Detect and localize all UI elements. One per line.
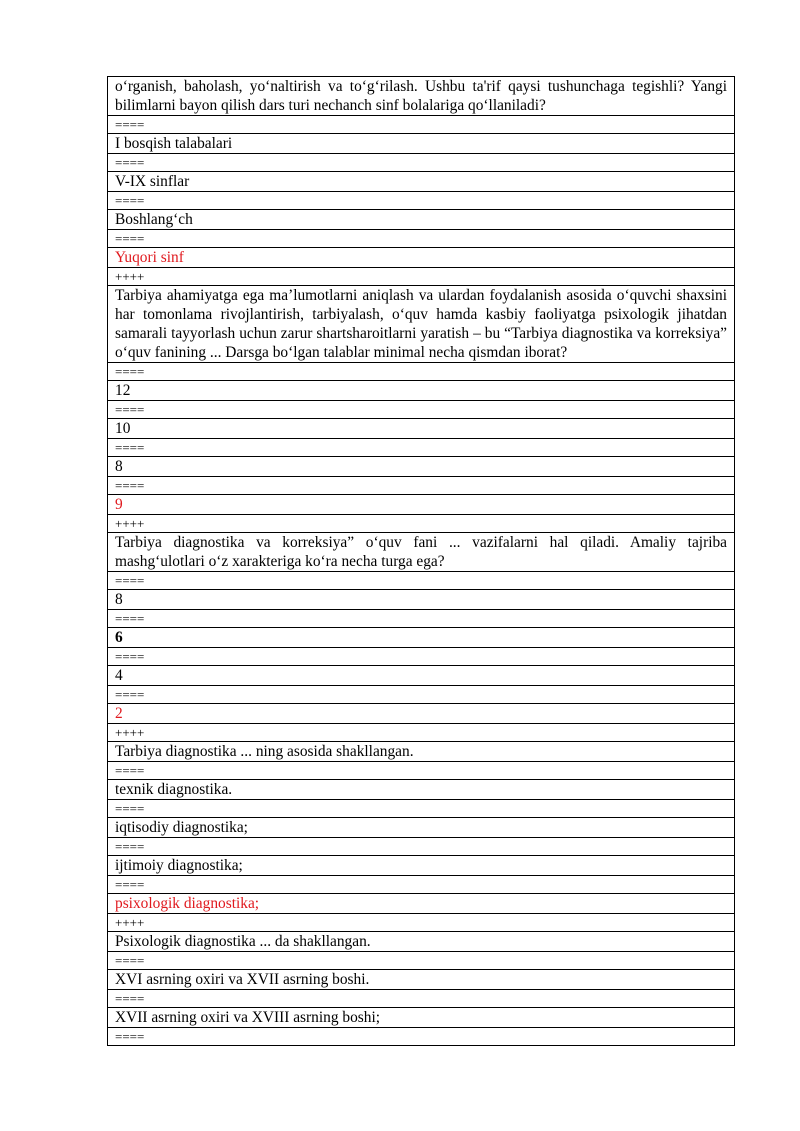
separator-text: ====	[108, 876, 735, 894]
separator-row	[108, 838, 735, 856]
question-text: Tarbiya diagnostika ... ning asosida shakllangan.	[108, 742, 735, 762]
separator-row	[108, 1028, 735, 1046]
answer-text: 8	[108, 457, 735, 477]
separator-row	[108, 515, 735, 533]
separator-row	[108, 401, 735, 419]
separator-text: ====	[108, 1028, 735, 1046]
answer-row	[108, 894, 735, 914]
answer-text: XVI asrning oxiri va XVII asrning boshi.	[108, 970, 735, 990]
question-row	[108, 533, 735, 572]
separator-row	[108, 990, 735, 1008]
separator-text: ++++	[108, 268, 735, 286]
separator-text: ====	[108, 648, 735, 666]
answer-row	[108, 818, 735, 838]
answer-row	[108, 666, 735, 686]
separator-text: ++++	[108, 914, 735, 932]
separator-text: ====	[108, 686, 735, 704]
separator-row	[108, 800, 735, 818]
separator-row	[108, 648, 735, 666]
separator-text: ====	[108, 192, 735, 210]
separator-text: ====	[108, 762, 735, 780]
answer-row	[108, 495, 735, 515]
quiz-table	[107, 76, 735, 1046]
answer-text: iqtisodiy diagnostika;	[108, 818, 735, 838]
separator-text: ====	[108, 439, 735, 457]
answer-text: Boshlang‘ch	[108, 210, 735, 230]
answer-row	[108, 970, 735, 990]
answer-text: texnik diagnostika.	[108, 780, 735, 800]
separator-text: ====	[108, 610, 735, 628]
separator-text: ====	[108, 572, 735, 590]
answer-text: 6	[108, 628, 735, 648]
question-row	[108, 77, 735, 116]
answer-text: 10	[108, 419, 735, 439]
separator-row	[108, 439, 735, 457]
answer-text: 4	[108, 666, 735, 686]
separator-text: ====	[108, 477, 735, 495]
question-row	[108, 742, 735, 762]
answer-row	[108, 419, 735, 439]
question-text: o‘rganish, baholash, yo‘naltirish va to‘g‘rilash. Ushbu ta'rif qaysi tushunchaga tegishli? Yangi bilimlarni bayon qilish dars turi nechanch sinf bolalariga qo‘llaniladi?	[108, 77, 735, 116]
answer-row	[108, 457, 735, 477]
separator-text: ====	[108, 800, 735, 818]
answer-row	[108, 590, 735, 610]
answer-text: XVII asrning oxiri va XVIII asrning boshi;	[108, 1008, 735, 1028]
answer-text: 12	[108, 381, 735, 401]
answer-row	[108, 1008, 735, 1028]
separator-row	[108, 914, 735, 932]
answer-row	[108, 172, 735, 192]
answer-row	[108, 248, 735, 268]
answer-text: I bosqish talabalari	[108, 134, 735, 154]
answer-text: 2	[108, 704, 735, 724]
answer-row	[108, 210, 735, 230]
separator-text: ++++	[108, 515, 735, 533]
answer-row	[108, 381, 735, 401]
separator-row	[108, 876, 735, 894]
separator-text: ====	[108, 838, 735, 856]
quiz-table-body	[108, 77, 735, 1046]
separator-row	[108, 154, 735, 172]
question-row	[108, 932, 735, 952]
separator-row	[108, 363, 735, 381]
separator-text: ====	[108, 363, 735, 381]
answer-row	[108, 780, 735, 800]
separator-row	[108, 572, 735, 590]
separator-row	[108, 477, 735, 495]
separator-text: ====	[108, 154, 735, 172]
separator-text: ++++	[108, 724, 735, 742]
answer-row	[108, 704, 735, 724]
separator-row	[108, 116, 735, 134]
separator-row	[108, 192, 735, 210]
separator-text: ====	[108, 952, 735, 970]
separator-row	[108, 610, 735, 628]
separator-row	[108, 952, 735, 970]
answer-row	[108, 134, 735, 154]
answer-text: Yuqori sinf	[108, 248, 735, 268]
separator-text: ====	[108, 990, 735, 1008]
answer-row	[108, 628, 735, 648]
answer-text: psixologik diagnostika;	[108, 894, 735, 914]
separator-row	[108, 686, 735, 704]
separator-row	[108, 762, 735, 780]
separator-text: ====	[108, 401, 735, 419]
answer-text: 9	[108, 495, 735, 515]
answer-text: 8	[108, 590, 735, 610]
separator-text: ====	[108, 116, 735, 134]
separator-row	[108, 230, 735, 248]
separator-row	[108, 724, 735, 742]
question-text: Tarbiya diagnostika va korreksiya” o‘quv fani ... vazifalarni hal qiladi. Amaliy tajriba mashg‘ulotlari o‘z xarakteriga ko‘ra necha turga ega?	[108, 533, 735, 572]
answer-text: V-IX sinflar	[108, 172, 735, 192]
separator-row	[108, 268, 735, 286]
answer-text: ijtimoiy diagnostika;	[108, 856, 735, 876]
question-text: Psixologik diagnostika ... da shakllangan.	[108, 932, 735, 952]
answer-row	[108, 856, 735, 876]
question-text: Tarbiya ahamiyatga ega ma’lumotlarni aniqlash va ulardan foydalanish asosida o‘quvchi shaxsini har tomonlama rivojlantirish, tarbiyalash, o‘quv hamda kasbiy faoliyatga psixologik jihatdan samarali tayyorlash uchun zarur shartsharoitlarni yaratish – bu “Tarbiya diagnostika va korreksiya” o‘quv fanining ... Darsga bo‘lgan talablar minimal necha qismdan iborat?	[108, 286, 735, 363]
separator-text: ====	[108, 230, 735, 248]
question-row	[108, 286, 735, 363]
